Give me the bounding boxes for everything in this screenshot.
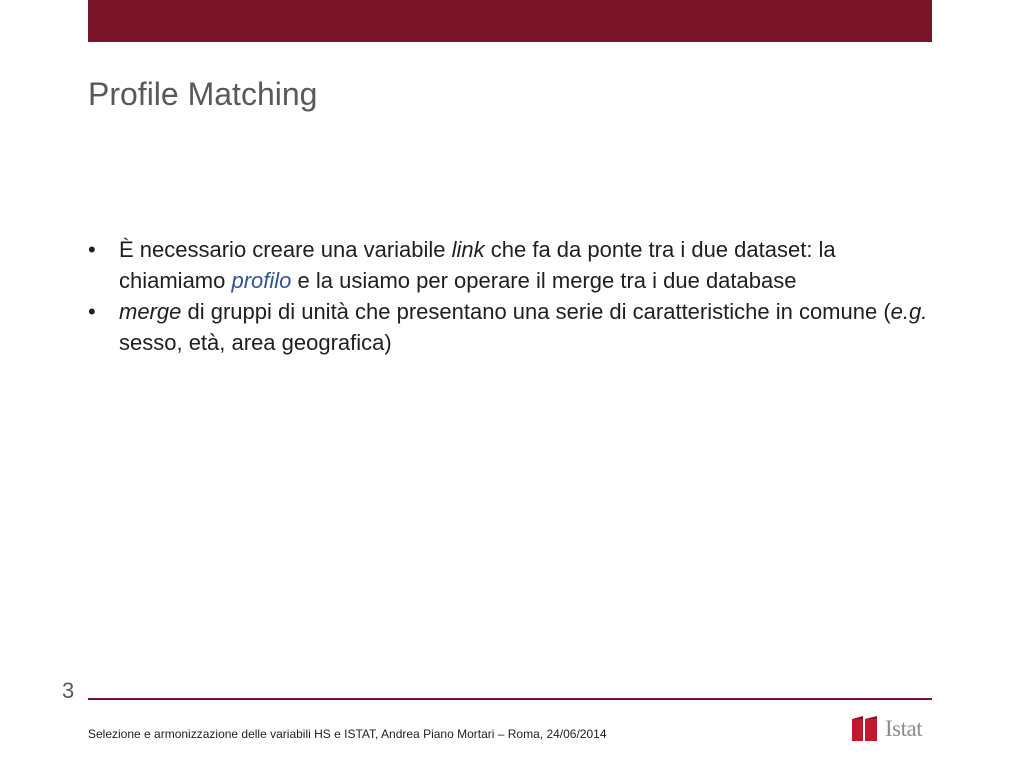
slide-title: Profile Matching bbox=[88, 76, 318, 112]
bullet-item bbox=[88, 296, 928, 358]
bullet-text: È necessario creare una variabile bbox=[119, 237, 452, 262]
page-number: 3 bbox=[62, 678, 75, 703]
istat-logo-text: Istat bbox=[885, 716, 923, 741]
bullet-marker: • bbox=[88, 299, 96, 324]
term-merge: merge bbox=[119, 299, 182, 324]
bullet-marker: • bbox=[88, 237, 96, 262]
bullet-text: sesso, età, area geografica) bbox=[119, 330, 392, 355]
istat-logo bbox=[851, 716, 933, 742]
term-eg: e.g. bbox=[890, 299, 928, 324]
footer-divider bbox=[88, 698, 932, 700]
header-band bbox=[88, 0, 932, 42]
footer-caption: Selezione e armonizzazione delle variabili HS e ISTAT, Andrea Piano Mortari – Roma, 24/06/2014 bbox=[88, 727, 607, 741]
term-link: link bbox=[451, 237, 485, 262]
bullet-text: di gruppi di unità che presentano una serie di caratteristiche in comune ( bbox=[181, 299, 891, 324]
bullet-item bbox=[88, 234, 928, 296]
bullet-text: che fa da ponte tra i due dataset: la chiamiamo bbox=[119, 237, 836, 293]
slide-content bbox=[88, 234, 928, 358]
term-profilo: profilo bbox=[231, 268, 292, 293]
bullet-text: e la usiamo per operare il merge tra i due database bbox=[291, 268, 797, 293]
